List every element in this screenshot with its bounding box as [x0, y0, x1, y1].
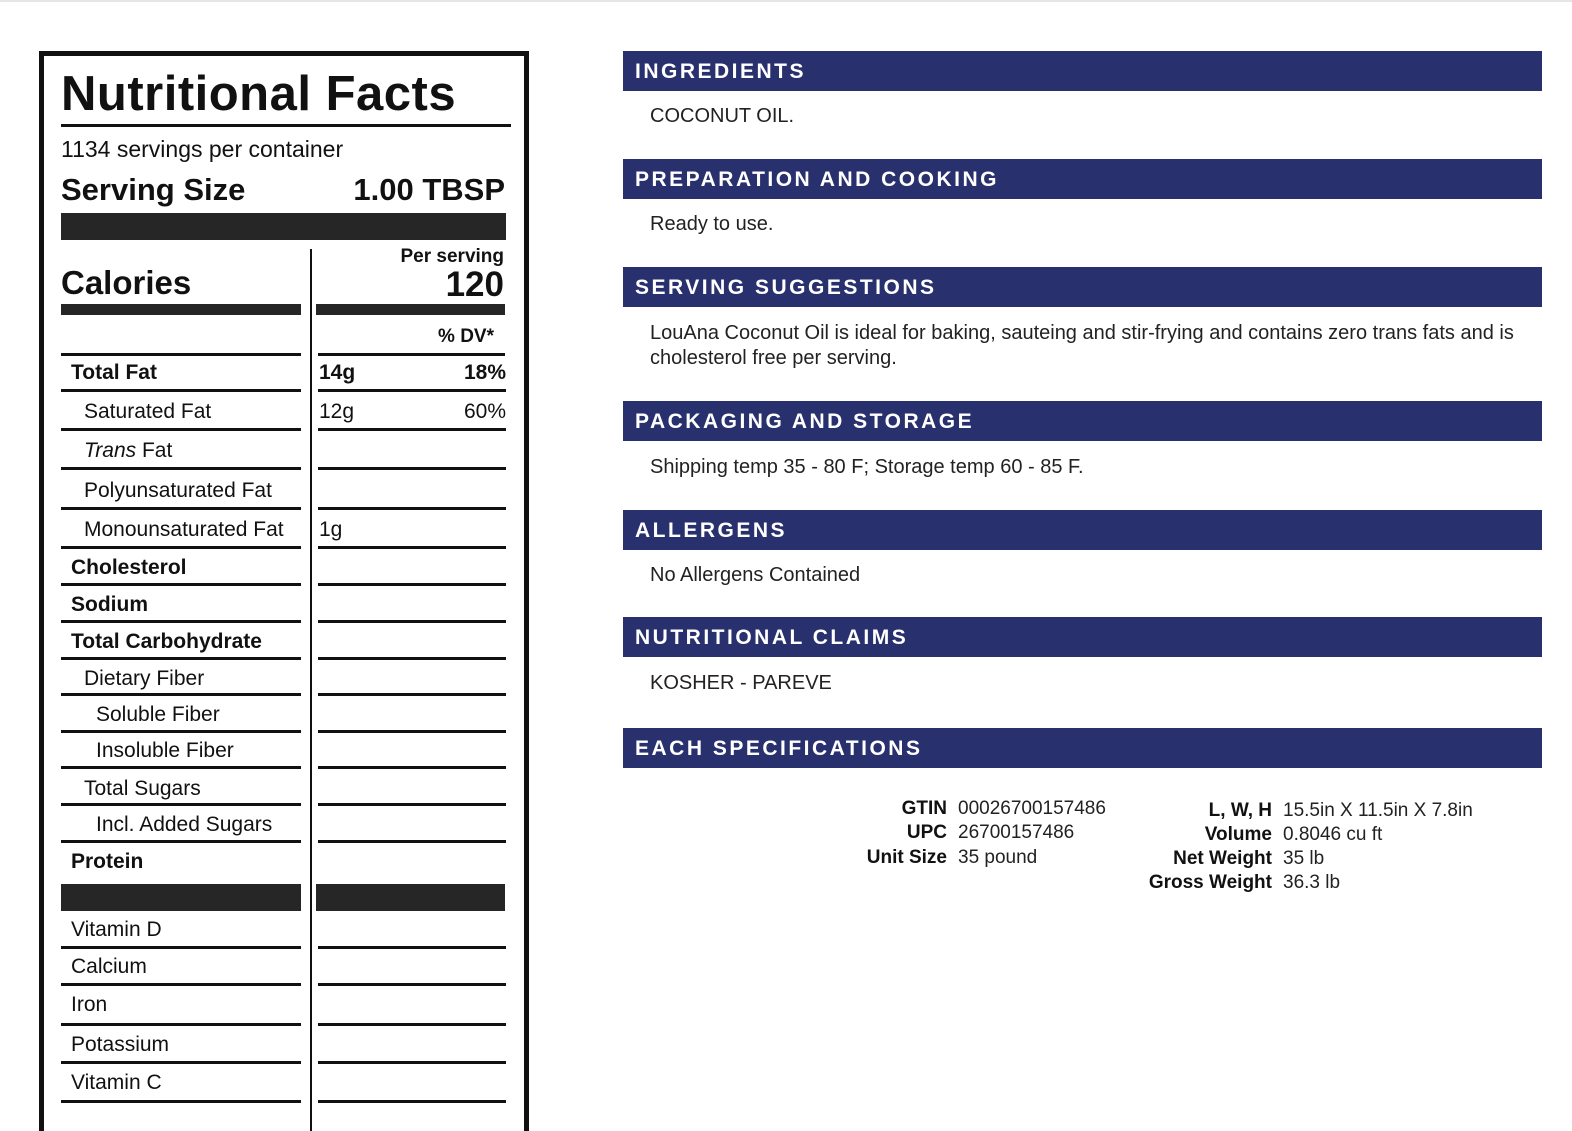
- nutrient-dv: 18%: [463, 361, 506, 384]
- trans-italic: Trans: [84, 439, 137, 462]
- nutrient-name: Insoluble Fiber: [96, 739, 234, 762]
- section-header-preparation: PREPARATION AND COOKING: [623, 159, 1542, 199]
- nutrient-name: Soluble Fiber: [96, 703, 220, 726]
- trans-rest: Fat: [136, 439, 173, 462]
- calories-value: 120: [445, 265, 504, 304]
- row-rule-right: [318, 1100, 506, 1103]
- row-rule-left: [61, 1061, 301, 1064]
- spec-value-unit-size: 35 pound: [958, 847, 1038, 868]
- spec-label-gtin: GTIN: [901, 798, 947, 819]
- section-header-specifications: EACH SPECIFICATIONS: [623, 728, 1542, 768]
- row-rule-left: [61, 1023, 301, 1026]
- serving-size-value: 1.00 TBSP: [353, 172, 505, 207]
- row-rule-right: [318, 546, 506, 549]
- row-rule-left: [61, 693, 301, 696]
- nutrient-name: [84, 437, 172, 465]
- section-header-ingredients: INGREDIENTS: [623, 51, 1542, 91]
- nutrient-amount: 14g: [319, 361, 356, 384]
- nutrition-title: Nutritional Facts: [61, 67, 457, 121]
- top-border: [0, 0, 1572, 2]
- nutrition-facts-label: [39, 51, 529, 1131]
- spec-label-volume: Volume: [1204, 824, 1272, 845]
- row-rule-right: [318, 657, 506, 660]
- section-body-allergens: No Allergens Contained: [650, 564, 861, 586]
- spec-label-unit-size: Unit Size: [866, 847, 947, 868]
- row-rule-left: [61, 1100, 301, 1103]
- row-rule-left: [61, 507, 301, 510]
- calories-label: Calories: [61, 264, 192, 301]
- section-header-packaging: PACKAGING AND STORAGE: [623, 401, 1542, 441]
- per-serving-label: Per serving: [400, 246, 504, 267]
- row-rule-right: [318, 583, 506, 586]
- section-body-nutritional-claims: KOSHER - PAREVE: [650, 672, 832, 694]
- spec-label-gross-weight: Gross Weight: [1148, 872, 1272, 893]
- vitamin-name: Iron: [71, 993, 108, 1016]
- row-rule-right: [318, 946, 506, 949]
- protein-divider-right: [316, 884, 505, 911]
- row-rule-right: [318, 620, 506, 623]
- row-rule-left: [61, 730, 301, 733]
- section-header-serving-suggestions: SERVING SUGGESTIONS: [623, 267, 1542, 307]
- row-rule-right: [318, 507, 506, 510]
- nutrient-name: Total Sugars: [84, 777, 201, 800]
- spec-value-dimensions: 15.5in X 11.5in X 7.8in: [1283, 800, 1473, 821]
- nutrient-dv: 60%: [463, 400, 506, 423]
- dv-rule-right: [318, 353, 505, 356]
- nutrient-name: Monounsaturated Fat: [84, 518, 284, 541]
- row-rule-left: [61, 657, 301, 660]
- dv-rule-left: [61, 353, 301, 356]
- row-rule-left: [61, 766, 301, 769]
- nutrient-amount: 12g: [319, 400, 355, 423]
- nutrient-name: Total Fat: [71, 361, 157, 384]
- section-header-nutritional-claims: NUTRITIONAL CLAIMS: [623, 617, 1542, 657]
- nutrient-amount: 1g: [319, 518, 343, 541]
- spec-label-upc: UPC: [906, 822, 947, 843]
- row-rule-left: [61, 803, 301, 806]
- vitamin-name: Vitamin C: [71, 1071, 162, 1094]
- thick-divider: [61, 213, 506, 240]
- row-rule-right: [318, 1061, 506, 1064]
- row-rule-left: [61, 389, 301, 392]
- row-rule-left: [61, 428, 301, 431]
- row-rule-right: [318, 467, 506, 470]
- spec-value-gross-weight: 36.3 lb: [1283, 872, 1341, 893]
- nutrient-name: Total Carbohydrate: [71, 630, 262, 653]
- row-rule-left: [61, 583, 301, 586]
- nutrient-name: Saturated Fat: [84, 400, 212, 423]
- daily-value-header: % DV*: [438, 326, 494, 347]
- row-rule-left: [61, 840, 301, 843]
- spec-value-volume: 0.8046 cu ft: [1283, 824, 1383, 845]
- spec-label-dimensions: L, W, H: [1208, 800, 1272, 821]
- row-rule-left: [61, 546, 301, 549]
- calories-divider-right: [316, 304, 505, 315]
- nutrient-name: Sodium: [71, 593, 148, 616]
- section-body-serving-suggestions: LouAna Coconut Oil is ideal for baking, sauteing and stir-frying and contains zero trans fats and is cholesterol free per serving.: [650, 322, 1514, 369]
- row-rule-right: [318, 730, 506, 733]
- row-rule-left: [61, 467, 301, 470]
- section-header-allergens: ALLERGENS: [623, 510, 1542, 550]
- servings-per-container: 1134 servings per container: [61, 136, 344, 162]
- spec-label-net-weight: Net Weight: [1173, 848, 1272, 869]
- nutrient-name: Protein: [71, 850, 144, 873]
- vitamin-name: Calcium: [71, 955, 147, 978]
- nutrient-name: Cholesterol: [71, 556, 187, 579]
- section-body-ingredients: COCONUT OIL.: [650, 105, 795, 127]
- row-rule-right: [318, 766, 506, 769]
- spec-value-upc: 26700157486: [958, 822, 1075, 843]
- serving-size-label: Serving Size: [61, 172, 246, 207]
- row-rule-left: [61, 946, 301, 949]
- section-body-preparation: Ready to use.: [650, 213, 774, 235]
- row-rule-right: [318, 803, 506, 806]
- row-rule-right: [318, 693, 506, 696]
- row-rule-right: [318, 983, 506, 986]
- vitamin-name: Vitamin D: [71, 918, 162, 941]
- section-body-packaging: Shipping temp 35 - 80 F; Storage temp 60 - 85 F.: [650, 456, 1084, 478]
- row-rule-right: [318, 389, 506, 392]
- column-separator: [310, 249, 312, 1131]
- nutrient-name: Incl. Added Sugars: [96, 813, 273, 836]
- nutrient-name: Dietary Fiber: [84, 667, 205, 690]
- spec-value-net-weight: 35 lb: [1283, 848, 1325, 869]
- calories-divider-left: [61, 304, 301, 315]
- protein-divider-left: [61, 884, 301, 911]
- spec-value-gtin: 00026700157486: [958, 798, 1106, 819]
- row-rule-right: [318, 428, 506, 431]
- row-rule-right: [318, 840, 506, 843]
- vitamin-name: Potassium: [71, 1033, 170, 1056]
- row-rule-right: [318, 1023, 506, 1026]
- row-rule-left: [61, 983, 301, 986]
- nutrient-name: Polyunsaturated Fat: [84, 479, 272, 502]
- title-rule: [61, 124, 511, 127]
- row-rule-left: [61, 620, 301, 623]
